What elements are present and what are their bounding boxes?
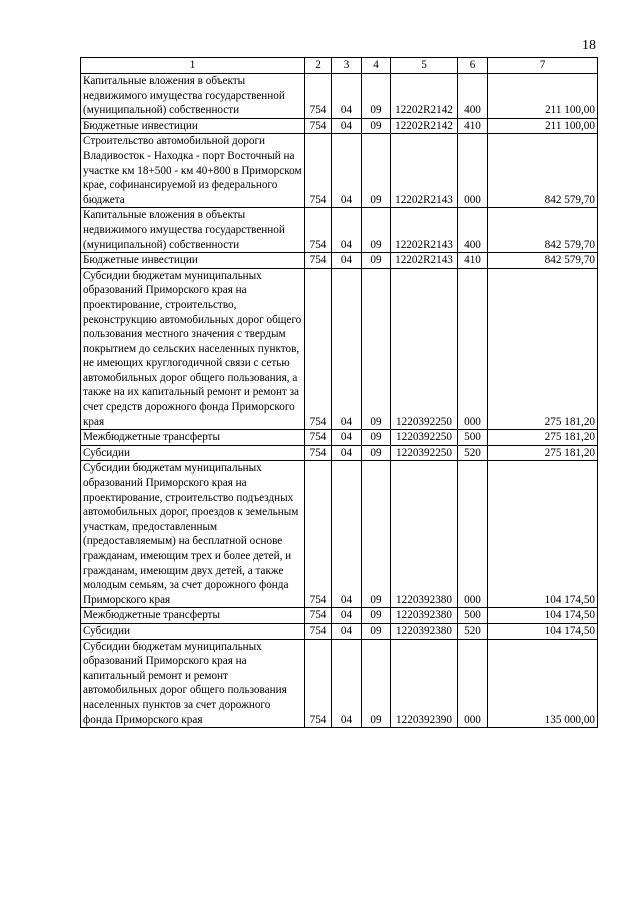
header-cell-5: 5 — [391, 58, 458, 74]
row-name-cell: Капитальные вложения в объекты недвижимого имущества государственной (муниципальной) собственности — [81, 208, 305, 253]
row-expense-type-cell: 500 — [458, 608, 488, 624]
row-amount-cell: 211 100,00 — [488, 118, 598, 134]
row-expense-type-cell: 520 — [458, 445, 488, 461]
header-cell-3: 3 — [332, 58, 362, 74]
row-section-cell: 04 — [332, 74, 362, 119]
row-grbs-cell: 754 — [305, 253, 332, 269]
table-row — [81, 430, 598, 446]
row-expense-type-cell: 000 — [458, 639, 488, 728]
row-section-cell: 04 — [332, 268, 362, 430]
row-expense-type-cell: 410 — [458, 253, 488, 269]
row-amount-cell: 275 181,20 — [488, 268, 598, 430]
row-subsection-cell: 09 — [362, 118, 391, 134]
header-cell-2: 2 — [305, 58, 332, 74]
table-row — [81, 208, 598, 253]
row-subsection-cell: 09 — [362, 208, 391, 253]
header-cell-6: 6 — [458, 58, 488, 74]
row-target-article-cell: 1220392250 — [391, 430, 458, 446]
row-amount-cell: 104 174,50 — [488, 461, 598, 608]
row-subsection-cell: 09 — [362, 608, 391, 624]
row-expense-type-cell: 400 — [458, 208, 488, 253]
header-cell-1: 1 — [81, 58, 305, 74]
row-name-cell: Субсидии — [81, 445, 305, 461]
row-subsection-cell: 09 — [362, 253, 391, 269]
row-target-article-cell: 12202R2142 — [391, 118, 458, 134]
row-expense-type-cell: 000 — [458, 268, 488, 430]
row-target-article-cell: 12202R2142 — [391, 74, 458, 119]
row-expense-type-cell: 000 — [458, 461, 488, 608]
row-grbs-cell: 754 — [305, 74, 332, 119]
row-target-article-cell: 12202R2143 — [391, 253, 458, 269]
row-grbs-cell: 754 — [305, 639, 332, 728]
page-number: 18 — [582, 38, 596, 53]
row-expense-type-cell: 410 — [458, 118, 488, 134]
table-row — [81, 118, 598, 134]
row-grbs-cell: 754 — [305, 445, 332, 461]
row-expense-type-cell: 520 — [458, 623, 488, 639]
table-row — [81, 268, 598, 430]
row-target-article-cell: 1220392380 — [391, 623, 458, 639]
table-row — [81, 639, 598, 728]
row-amount-cell: 211 100,00 — [488, 74, 598, 119]
row-amount-cell: 275 181,20 — [488, 430, 598, 446]
table-row — [81, 134, 598, 208]
row-grbs-cell: 754 — [305, 118, 332, 134]
header-cell-7: 7 — [488, 58, 598, 74]
table-row — [81, 623, 598, 639]
row-name-cell: Межбюджетные трансферты — [81, 430, 305, 446]
row-target-article-cell: 12202R2143 — [391, 134, 458, 208]
row-grbs-cell: 754 — [305, 608, 332, 624]
row-subsection-cell: 09 — [362, 623, 391, 639]
row-subsection-cell: 09 — [362, 268, 391, 430]
row-amount-cell: 135 000,00 — [488, 639, 598, 728]
row-grbs-cell: 754 — [305, 623, 332, 639]
row-grbs-cell: 754 — [305, 208, 332, 253]
table-header-row — [81, 58, 598, 74]
row-name-cell: Субсидии — [81, 623, 305, 639]
table-row — [81, 461, 598, 608]
header-cell-4: 4 — [362, 58, 391, 74]
row-section-cell: 04 — [332, 118, 362, 134]
table-row — [81, 74, 598, 119]
row-section-cell: 04 — [332, 253, 362, 269]
row-expense-type-cell: 400 — [458, 74, 488, 119]
row-target-article-cell: 1220392250 — [391, 268, 458, 430]
row-expense-type-cell: 500 — [458, 430, 488, 446]
row-grbs-cell: 754 — [305, 430, 332, 446]
row-name-cell: Строительство автомобильной дороги Владивосток - Находка - порт Восточный на участке км 18+500 - км 40+800 в Приморском крае, софинансируемой из федерального бюджета — [81, 134, 305, 208]
row-target-article-cell: 12202R2143 — [391, 208, 458, 253]
budget-table — [80, 57, 598, 728]
row-expense-type-cell: 000 — [458, 134, 488, 208]
row-name-cell: Капитальные вложения в объекты недвижимого имущества государственной (муниципальной) собственности — [81, 74, 305, 119]
row-subsection-cell: 09 — [362, 430, 391, 446]
row-section-cell: 04 — [332, 430, 362, 446]
row-amount-cell: 842 579,70 — [488, 253, 598, 269]
row-section-cell: 04 — [332, 208, 362, 253]
row-name-cell: Субсидии бюджетам муниципальных образований Приморского края на проектирование, строительство, реконструкцию автомобильных дорог общего пользования местного значения с твердым покрытием до сельских населенных пунктов, не имеющих круглогодичной связи с сетью автомобильных дорог общего пользования, а также на их капитальный ремонт и ремонт за счет средств дорожного фонда Приморского края — [81, 268, 305, 430]
row-target-article-cell: 1220392380 — [391, 608, 458, 624]
row-target-article-cell: 1220392250 — [391, 445, 458, 461]
row-name-cell: Бюджетные инвестиции — [81, 253, 305, 269]
row-section-cell: 04 — [332, 134, 362, 208]
row-target-article-cell: 1220392390 — [391, 639, 458, 728]
table-row — [81, 608, 598, 624]
row-amount-cell: 104 174,50 — [488, 608, 598, 624]
row-grbs-cell: 754 — [305, 134, 332, 208]
row-subsection-cell: 09 — [362, 461, 391, 608]
row-subsection-cell: 09 — [362, 639, 391, 728]
table-row — [81, 253, 598, 269]
table-row — [81, 445, 598, 461]
row-amount-cell: 842 579,70 — [488, 208, 598, 253]
row-subsection-cell: 09 — [362, 74, 391, 119]
row-section-cell: 04 — [332, 608, 362, 624]
row-section-cell: 04 — [332, 639, 362, 728]
row-grbs-cell: 754 — [305, 461, 332, 608]
row-section-cell: 04 — [332, 445, 362, 461]
row-subsection-cell: 09 — [362, 134, 391, 208]
row-name-cell: Субсидии бюджетам муниципальных образований Приморского края на капитальный ремонт и ремонт автомобильных дорог общего пользования населенных пунктов за счет дорожного фонда Приморского края — [81, 639, 305, 728]
row-section-cell: 04 — [332, 461, 362, 608]
row-subsection-cell: 09 — [362, 445, 391, 461]
row-name-cell: Субсидии бюджетам муниципальных образований Приморского края на проектирование, строительство подъездных автомобильных дорог, проездов к земельным участкам, предоставленным (предоставляемым) на бесплатной основе гражданам, имеющим трех и более детей, и гражданам, имеющим двух детей, а также молодым семьям, за счет дорожного фонда Приморского края — [81, 461, 305, 608]
row-amount-cell: 842 579,70 — [488, 134, 598, 208]
row-amount-cell: 275 181,20 — [488, 445, 598, 461]
row-section-cell: 04 — [332, 623, 362, 639]
row-amount-cell: 104 174,50 — [488, 623, 598, 639]
row-name-cell: Бюджетные инвестиции — [81, 118, 305, 134]
row-name-cell: Межбюджетные трансферты — [81, 608, 305, 624]
row-target-article-cell: 1220392380 — [391, 461, 458, 608]
row-grbs-cell: 754 — [305, 268, 332, 430]
